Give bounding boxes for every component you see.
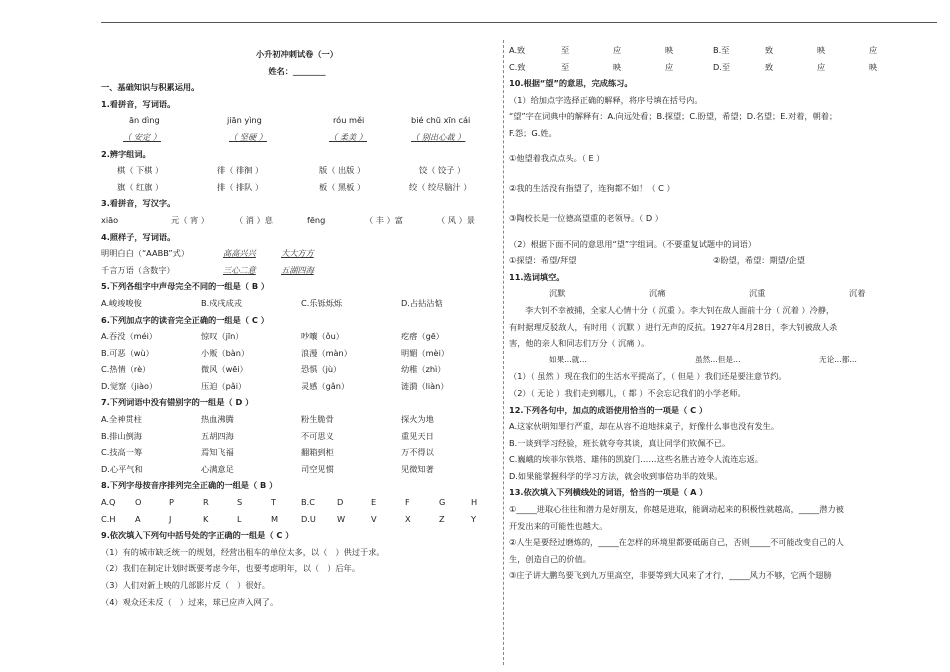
option: C.热情（rè） — [101, 364, 151, 375]
prompt: 明明白白（“AABB”式） — [101, 248, 190, 259]
q2-row — [101, 179, 493, 196]
option: 吵嚷（ǒu） — [301, 331, 344, 342]
option: D.占拈沾惦 — [401, 297, 443, 308]
q10-label: 10.根据“望”的意思，完成练习。 — [509, 78, 633, 89]
option: D.觉察（jiào） — [101, 380, 158, 391]
letter: J — [169, 513, 172, 524]
letter: X — [405, 513, 411, 524]
word-pair: 徘（ 徘徊 ） — [217, 165, 264, 176]
option: 心满意足 — [201, 463, 234, 474]
q2-row — [101, 162, 493, 179]
option: C.技高一筹 — [101, 447, 143, 458]
pinyin: róu měi — [333, 115, 365, 126]
word-pair: 棋（ 下棋 ） — [117, 165, 164, 176]
option: 不可思义 — [301, 430, 334, 441]
letter: V — [371, 513, 377, 524]
q7-row — [101, 411, 493, 428]
option: 小贩（bàn） — [201, 347, 250, 358]
option: 惊叹（jīn） — [201, 331, 244, 342]
prompt: 千言万语（含数字） — [101, 264, 175, 275]
q6-label: 6.下列加点字的读音完全正确的一组是（ C ） — [101, 314, 269, 325]
option: 微风（wēi） — [201, 364, 248, 375]
word-pair: 绞（ 绞尽脑汁 ） — [409, 181, 472, 192]
option: 应 — [817, 61, 826, 72]
option: D.心平气和 — [101, 463, 143, 474]
answer: 元（ 宵 ） — [171, 214, 209, 225]
answer: （ 别出心裁 ） — [411, 131, 466, 142]
q8-row — [101, 494, 493, 511]
option: B.排山倒海 — [101, 430, 142, 441]
answer: （ 安定 ） — [123, 131, 161, 142]
q11-sentence: （2）（ 无论 ）我们走到哪儿，（ 都 ）不会忘记我们的小学老师。 — [509, 387, 746, 398]
q1-label: 1.看拼音，写词语。 — [101, 98, 176, 109]
right-column — [509, 42, 929, 584]
letter: W — [337, 513, 346, 524]
option: B.戍戌成戎 — [201, 297, 242, 308]
option: A.全神贯柱 — [101, 414, 142, 425]
option: 热血沸腾 — [201, 414, 234, 425]
q6-row — [101, 328, 493, 345]
option: B.一谈到学习经验，班长就夸夸其谈，真让同学们钦佩不已。 — [509, 437, 731, 448]
word: 如果…就… — [549, 354, 587, 364]
left-column — [101, 42, 493, 610]
option: 浪漫（màn） — [301, 347, 352, 358]
q3-row — [101, 212, 493, 229]
option: 探火为地 — [401, 414, 434, 425]
word: 沉重 — [749, 288, 766, 299]
q1-answer-row — [101, 129, 493, 146]
option: 万不得以 — [401, 447, 434, 458]
letter: A — [135, 513, 141, 524]
option: D.如果能掌握科学的学习方法，就会收到事倍功半的效果。 — [509, 470, 723, 481]
option: 压迫（pǎi） — [201, 380, 247, 391]
letter: S — [237, 497, 243, 508]
letter: T — [271, 497, 277, 508]
word-pair: 排（ 排队 ） — [217, 181, 264, 192]
q13-line: ①_____进取心往往和潜力是好朋友，你越是进取，能调动起来的积极性就越高，_____潜力被 — [509, 504, 844, 515]
q9-line: （2）我们在制定计划时既要考虑今年，也要考虑明年，以（ ）后年。 — [101, 563, 361, 574]
q9-line: （3）人们对新上映的几部影片反（ ）很好。 — [101, 580, 270, 590]
answer: （ 坚硬 ） — [229, 131, 267, 142]
q9-options-row — [509, 42, 929, 59]
answer: （ 风 ）景 — [437, 214, 475, 225]
letter: L — [237, 513, 242, 524]
answer: 五湖四海 — [281, 264, 314, 275]
pinyin: jiān yìng — [227, 115, 262, 126]
option: 见微知著 — [401, 463, 434, 474]
letter: D — [337, 497, 344, 508]
q10-sub2: （2）根据下面不同的意思用“望”字组词。（不要重复试题中的词语） — [509, 238, 757, 249]
option: 灵感（gǎn） — [301, 380, 350, 391]
option: 司空见惯 — [301, 463, 334, 474]
option: C.巍峨的埃菲尔铁塔、雄伟的凯旋门……这些名胜古迹令人流连忘返。 — [509, 454, 763, 465]
q12-label: 12.下列各句中，加点的成语使用恰当的一项是（ C ） — [509, 404, 708, 415]
option: 映 — [817, 45, 826, 55]
q13-line: 开发出来的可能性也越大。 — [509, 520, 608, 531]
answer: ②盼望，希望：期望/企望 — [713, 255, 805, 266]
word-pair: 版（ 出版 ） — [319, 165, 366, 176]
q6-row — [101, 345, 493, 362]
q13-label: 13.依次填入下列横线处的词语，恰当的一项是（ A ） — [509, 487, 708, 498]
option: 映 — [613, 61, 622, 72]
option: 恐惧（jù） — [301, 364, 342, 375]
q8-label: 8.下列字母按音序排列完全正确的一组是（ B ） — [101, 480, 278, 491]
option: 幼稚（zhì） — [401, 364, 446, 375]
pinyin: ān dìng — [129, 115, 160, 126]
word: 无论…都… — [819, 354, 857, 364]
option: 疙瘩（gē） — [401, 331, 444, 342]
letter: K — [203, 513, 209, 524]
q10-sentence: ②我的生活没有指望了，连狗都不如！（ C ） — [509, 182, 675, 193]
option: 五胡四海 — [201, 430, 234, 441]
q10-sub1: （1）给加点字选择正确的解释，将序号填在括号内。 — [509, 94, 703, 105]
q11-sentence: （1）（ 虽然 ）现在我们的生活水平提高了，（ 但是 ）我们还是要注意节约。 — [509, 371, 787, 382]
q6-row — [101, 361, 493, 378]
letter: Z — [439, 513, 445, 524]
q9-label: 9.依次填入下列句中括号处的字正确的一组是（ C ） — [101, 530, 294, 541]
letter: P — [169, 497, 174, 508]
q7-row — [101, 461, 493, 478]
q2-label: 2.辨字组词。 — [101, 148, 151, 159]
option: 至 — [561, 45, 570, 55]
option: 致 — [765, 45, 774, 55]
q11-paragraph: 害，他的亲人和同志们万分（ 沉痛 ）。 — [509, 338, 650, 349]
q13-line: ②人生是要经过磨炼的，_____在怎样的环境里都要砥砺自己，否则_____不可能改变自己的人 — [509, 537, 844, 548]
option: 重见天日 — [401, 430, 434, 441]
q11-wordbank — [509, 285, 929, 302]
name-field: 姓名：________ — [268, 65, 326, 76]
option: 翻箱到柜 — [301, 447, 334, 458]
page-title: 小升初冲刺试卷（一） — [256, 49, 338, 59]
option: A.吞没（méi） — [101, 331, 158, 342]
letter: Y — [471, 513, 477, 524]
q10-sentence: ③陶校长是一位德高望重的老领导。（ D ） — [509, 212, 663, 223]
answer: 高高兴兴 — [223, 248, 256, 259]
option: A.峻竣唆俊 — [101, 297, 142, 308]
option: 至 — [561, 61, 570, 72]
answer: 大大方方 — [281, 248, 314, 259]
option: D.至 — [713, 61, 731, 72]
q10-sentence: ①他望着我点点头。（ E ） — [509, 152, 605, 163]
q7-label: 7.下列词语中没有错别字的一组是（ D ） — [101, 397, 254, 408]
q9-line: （1）有的城市缺乏统一的规划，经营出租车的单位太多，以（ ）供过于求。 — [101, 546, 385, 557]
q8-row — [101, 511, 493, 528]
option: 涟漪（liàn） — [401, 380, 449, 391]
answer: （ 丰 ）富 — [365, 214, 403, 225]
q6-row — [101, 378, 493, 395]
word: 沉痛 — [649, 288, 666, 299]
option: C.致 — [509, 61, 526, 72]
option: B.至 — [713, 45, 730, 55]
option: 应 — [665, 61, 674, 72]
option: C.乐铄烁烁 — [301, 297, 343, 308]
q9-line: （4）观众还未反（ ）过来，球已应声入网了。 — [101, 596, 279, 607]
q10-def: “望”字在词典中的解释有：A.向远处看；B.探望；C.盼望，希望；D.名望；E.对着，朝着； — [509, 111, 838, 122]
word: 沉默 — [549, 288, 566, 299]
answer: （ 柔美 ） — [329, 131, 367, 142]
option: 致 — [765, 61, 774, 72]
word: 沉着 — [849, 288, 866, 299]
word-pair: 饺（ 饺子 ） — [419, 165, 466, 176]
letter: R — [203, 497, 209, 508]
q10-words — [509, 252, 929, 269]
q11-conjunctions — [509, 352, 929, 369]
letter: E — [371, 497, 377, 508]
word-pair: 板（ 黑板 ） — [319, 181, 366, 192]
answer: （ 消 ）息 — [235, 214, 273, 225]
q13-line: ③庄子讲大鹏鸟要飞到九万里高空，非要等到大风来了才行，_____风力不够，它两个翅膀 — [509, 570, 832, 581]
q4-row — [101, 245, 493, 262]
letter: F — [405, 497, 410, 508]
answer: 三心二意 — [223, 264, 256, 275]
q5-label: 5.下列各组字中声母完全不同的一组是（ B ） — [101, 281, 270, 292]
pinyin: fēng — [307, 214, 326, 225]
letter: M — [271, 513, 279, 524]
letter: D.U — [301, 513, 316, 524]
section-heading: 一、基础知识与积累运用。 — [101, 82, 200, 93]
q7-row — [101, 428, 493, 445]
word-pair: 旗（ 红旗 ） — [117, 181, 164, 192]
option: 应 — [613, 45, 622, 55]
option: 应 — [869, 45, 878, 55]
q5-options — [101, 295, 493, 312]
q11-paragraph: 有时据理反驳敌人，有时用（ 沉默 ）进行无声的反抗。1927年4月28日，李大钊被敌人杀 — [509, 321, 838, 332]
q10-def: F.怨；G.姓。 — [509, 127, 557, 138]
option: A.这家伙明知罪行严重，却在从容不迫地抹桌子，好像什么事也没有发生。 — [509, 421, 780, 432]
option: A.致 — [509, 45, 526, 55]
q13-line: 生，创造自己的价值。 — [509, 553, 591, 564]
header-rule — [101, 22, 937, 23]
q11-label: 11.选词填空。 — [509, 271, 565, 282]
option: B.可恶（wù） — [101, 347, 154, 358]
letter: C.H — [101, 513, 116, 524]
letter: B.C — [301, 497, 315, 508]
letter: A.Q — [101, 497, 116, 508]
option: 映 — [665, 45, 674, 55]
q1-pinyin-row — [101, 112, 493, 129]
option: 映 — [869, 61, 878, 72]
column-divider — [503, 40, 504, 665]
letter: H — [471, 497, 478, 508]
q4-label: 4.照样子，写词语。 — [101, 231, 176, 242]
option: 粉生脆骨 — [301, 414, 334, 425]
q3-label: 3.看拼音，写汉字。 — [101, 198, 176, 209]
answer: ①探望：希望/拜望 — [509, 255, 577, 266]
letter: O — [135, 497, 142, 508]
option: 焉知飞福 — [201, 447, 234, 458]
q11-paragraph: 李大钊不幸被捕，全家人心情十分（ 沉重 ）。李大钊在敌人面前十分（ 沉着 ）冷静， — [525, 304, 835, 315]
option: 明媚（mèi） — [401, 347, 450, 358]
pinyin: xiāo — [101, 214, 119, 225]
letter: G — [439, 497, 446, 508]
q7-row — [101, 444, 493, 461]
q9-options-row — [509, 59, 929, 76]
word: 虽然…但是… — [695, 354, 741, 364]
pinyin: bié chū xīn cái — [411, 115, 471, 126]
q4-row — [101, 262, 493, 279]
